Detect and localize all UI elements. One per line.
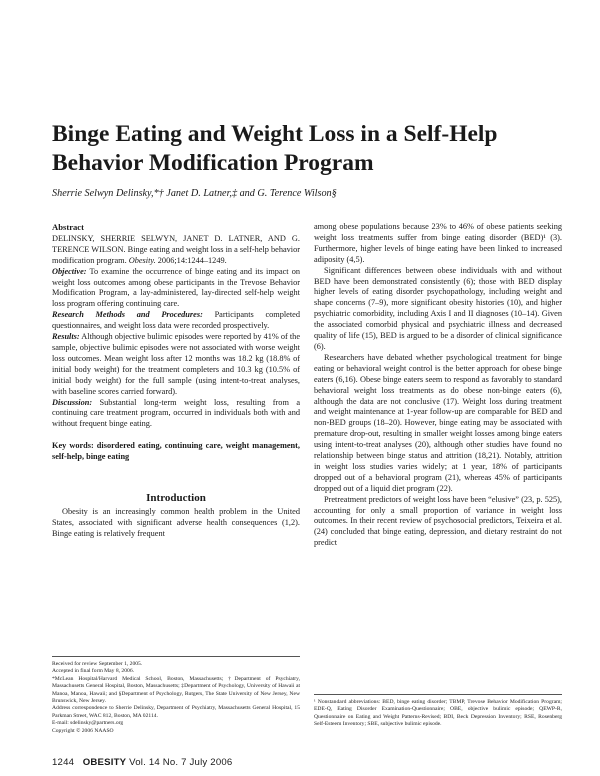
page-footer bbox=[52, 757, 232, 768]
discussion-label: Discussion: bbox=[52, 397, 93, 407]
article-footnotes bbox=[52, 656, 300, 735]
abbreviations-footnote bbox=[314, 694, 562, 729]
right-column bbox=[314, 222, 562, 549]
article-title: Binge Eating and Weight Loss in a Self-Help Behavior Modification Program bbox=[52, 121, 498, 176]
methods-text: Participants completed questionnaires, and weight loss data were recorded prospectively. bbox=[52, 310, 301, 331]
abstract-discussion bbox=[52, 398, 300, 431]
objective-text: To examine the occurrence of binge eating and its impact on weight loss outcomes among obese participants in the Trevose Behavior Modification Program, a lay-administered, lay-directed self-help weight loss program offering continuing care. bbox=[52, 266, 300, 309]
abstract-citation bbox=[52, 234, 300, 267]
citation-volume: 2006;14:1244–1249. bbox=[157, 255, 227, 265]
page-number: 1244 bbox=[52, 757, 75, 768]
affiliations: *McLean Hospital/Harvard Medical School, Boston, Massachusetts; †Department of Psychiatry, Massachusetts General Hospital, Boston, Massachusetts; ‡Department of Psychology, University of Hawaii at Manoa, Manoa, Hawaii; and §Department of Psychology, Rutgers, The State University of New Jersey, New Brunswick, New Jersey. bbox=[52, 675, 300, 705]
objective-label: Objective: bbox=[52, 266, 87, 276]
abstract-results bbox=[52, 332, 300, 397]
body-paragraph: Pretreatment predictors of weight loss have been “elusive” (23, p. 525), accounting for only a small proportion of variance in weight loss outcomes. In their recent review of psychosocial predictors, Teixeira et al. (24) concluded that binge eating, depression, and dietary restraint do not predict bbox=[314, 494, 562, 548]
body-paragraph: Researchers have debated whether psychological treatment for binge eating or behavioral weight control is the better approach for obese binge eaters (6,16). Obese binge eaters seem to respond as favorably to standard behavioral weight loss treatments as do obese non-binge eaters (6), although the data are not conclusive (17). Weight loss during treatment and weight maintenance at 1-year follow-up are comparable for BED and non-BED groups (18–20). However, binge eating may be associated with premature drop-out, resulting in smaller weight losses among binge eaters using intent-to-treat analyses (20), although other studies have found no relationship between binge status and attrition (18,21). Notably, attrition in weight loss studies varies widely; at 1 year, 18% of participants dropped out of a behavioral program (21), whereas 45% of participants dropped out of a liquid diet program (22). bbox=[314, 352, 562, 493]
intro-paragraph: Obesity is an increasingly common health problem in the United States, associated with significant adverse health consequences (1,2). Binge eating is relatively frequent bbox=[52, 506, 300, 538]
abstract-methods bbox=[52, 310, 300, 332]
abbreviations-text: ¹ Nonstandard abbreviations: BED, binge eating disorder; TBMP, Trevose Behavior Modification Program; EDE-Q, Eating Disorder Examination-Questionnaire; OBE, objective bulimic episode; QEWP-R, Questionnaire on Eating and Weight Patterns-Revised; BDI, Beck Depression Inventory; RSE, Rosenberg Self-Esteem Inventory; SBE, subjective bulimic episode. bbox=[314, 699, 562, 728]
citation-journal: Obesity. bbox=[128, 255, 156, 265]
citation-authors: DELINSKY, SHERRIE SELWYN, JANET D. LATNER, AND G. TERENCE WILSON. Binge eating and weight loss in a self-help behavior modification program. bbox=[52, 233, 301, 265]
methods-label: Research Methods and Procedures: bbox=[52, 310, 203, 320]
results-label: Results: bbox=[52, 332, 80, 342]
received-date: Received for review September 1, 2005. bbox=[52, 661, 143, 667]
author-list: Sherrie Selwyn Delinsky,*† Janet D. Latner,‡ and G. Terence Wilson§ bbox=[52, 188, 337, 199]
discussion-text: Substantial long-term weight loss, resulting from a continuing care treatment program, occurred in individuals both with and without frequent binge eating. bbox=[52, 397, 301, 429]
introduction-heading: Introduction bbox=[146, 492, 206, 505]
keywords: Key words: disordered eating, continuing care, weight management, self-help, binge eating bbox=[52, 441, 300, 462]
copyright: Copyright © 2006 NAASO bbox=[52, 727, 114, 734]
results-text: Although objective bulimic episodes were reported by 41% of the sample, objective bulimic episodes were not associated with worse weight loss outcomes. Mean weight loss after 12 months was 18.2 kg (18.8% of initial body weight) for the treatment completers and 10.3 kg (10.5% of initial body weight) for the full sample (using intent-to-treat analyses, with baseline scores carried forward). bbox=[52, 332, 300, 396]
body-paragraph: Significant differences between obese individuals with and without BED have been demonstrated consistently (6); those with BED display higher levels of eating disorder psychopathology, including weight and shape concerns (7–9), more significant obesity histories (10), and higher psychiatric comorbidity, including Axis I and II diagnoses (10–14). Given the associated comorbid physical and psychiatric illness and decreased quality of life (15), BED is argued to be a disorder of clinical significance (6). bbox=[314, 265, 562, 351]
journal-name: OBESITY bbox=[82, 757, 127, 768]
accepted-date: Accepted in final form May 8, 2006. bbox=[52, 668, 135, 675]
abstract-heading: Abstract bbox=[52, 222, 84, 232]
body-paragraph: among obese populations because 23% to 46% of obese patients seeking weight loss treatments suffer from binge eating disorder (BED)¹ (3). Furthermore, higher levels of binge eating have been linked to increased adiposity (4,5). bbox=[314, 222, 562, 264]
abstract-objective bbox=[52, 267, 300, 311]
issue-info: Vol. 14 No. 7 July 2006 bbox=[129, 757, 233, 768]
contact-email: E-mail: sdelinsky@partners.org bbox=[52, 720, 124, 727]
correspondence-address: Address correspondence to Sherrie Delinsky, Department of Psychiatry, Massachusetts General Hospital, 15 Parkman Street, WAC 812, Boston, MA 02114. bbox=[52, 705, 300, 719]
left-column bbox=[52, 222, 300, 540]
